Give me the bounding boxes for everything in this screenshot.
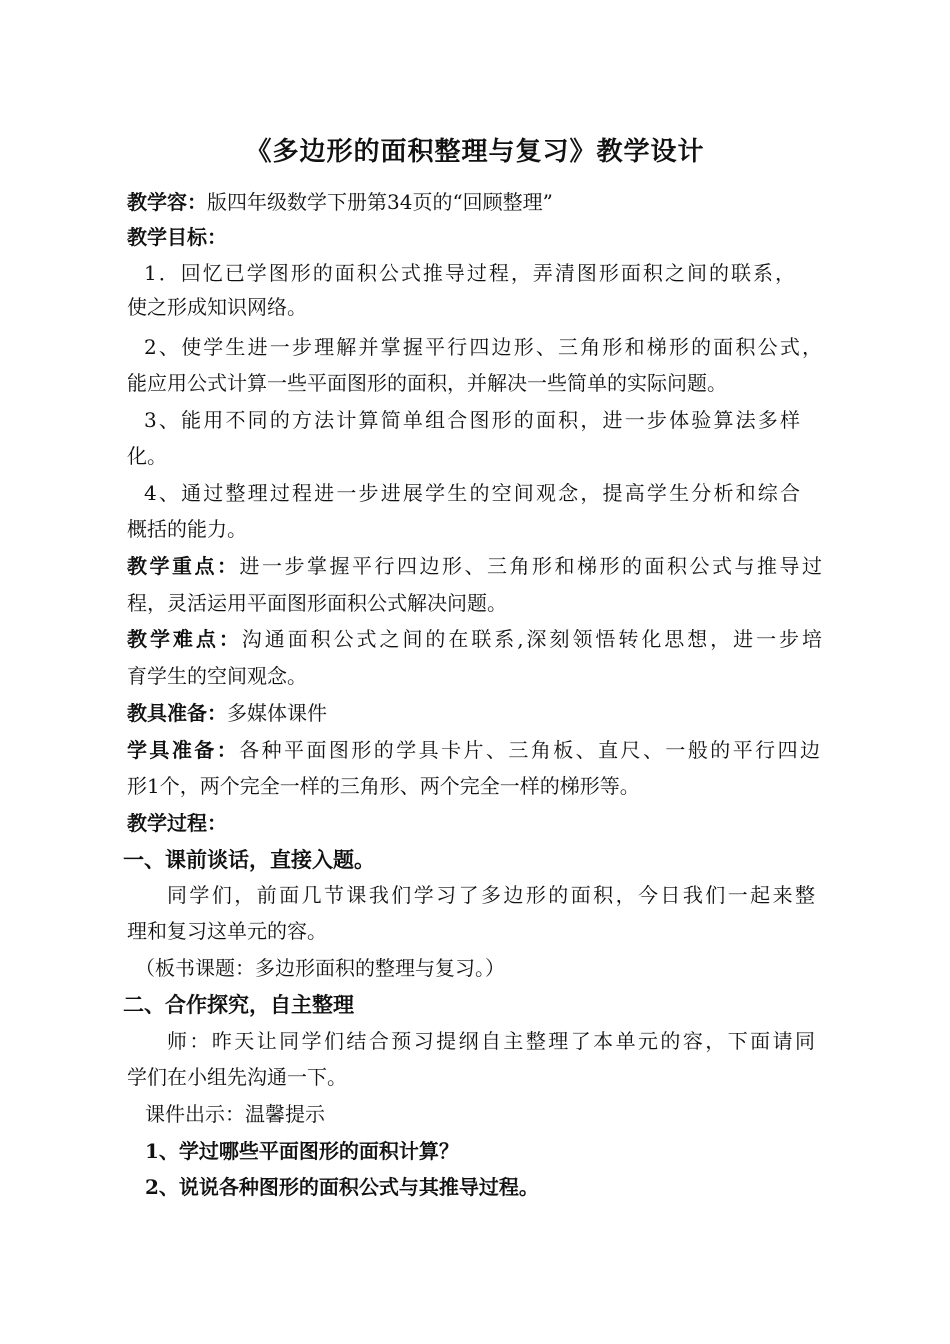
courseware-line: 课件出示：温馨提示 [145,1102,325,1126]
section2-para-line1: 师：昨天让同学们结合预习提纲自主整理了本单元的容，下面请同 [167,1029,815,1053]
objective-4-line1: 4、通过整理过程进一步进展学生的空间观念，提高学生分析和综合 [144,481,800,505]
student-tools-line1 [127,733,820,767]
question-2: 2、说说各种图形的面积公式与其推导过程。 [145,1175,539,1199]
objective-3-line1: 3、能用不同的方法计算简单组合图形的面积，进一步体验算法多样 [144,408,800,432]
question-1: 1、学过哪些平面图形的面积计算？ [145,1139,459,1163]
objectives-label: 教学目标： [127,225,227,249]
teacher-tools-line [127,696,827,730]
content-line [127,185,827,219]
difficulties-text: 沟通面积公式之间的在联系,深刻领悟转化思想，进一步培 [241,627,823,651]
objective-4-line2: 概括的能力。 [127,517,247,541]
content-label: 教学容： [127,190,207,214]
student-tools-line2: 形1个，两个完全一样的三角形、两个完全一样的梯形等。 [127,774,640,798]
section1-para-line2: 理和复习这单元的容。 [127,919,327,943]
section1-para-line1: 同学们，前面几节课我们学习了多边形的面积，今日我们一起来整 [167,883,815,907]
difficulties-label: 教学难点： [127,627,242,651]
teacher-tools-text: 多媒体课件 [227,701,327,725]
section1-heading: 一、课前谈话，直接入题。 [123,847,375,872]
content-text: 版四年级数学下册第34页的“回顾整理” [207,190,553,214]
student-tools-label: 学具准备： [127,738,240,762]
section2-heading: 二、合作探究，自主整理 [123,992,354,1017]
process-label: 教学过程： [127,811,227,835]
key-points-label: 教学重点： [127,554,240,578]
objective-1-line2: 使之形成知识网络。 [127,295,307,319]
key-points-line2: 程，灵活运用平面图形面积公式解决问题。 [127,591,507,615]
section1-note: （板书课题：多边形面积的整理与复习。） [135,956,505,980]
student-tools-text: 各种平面图形的学具卡片、三角板、直尺、一般的平行四边 [239,738,821,762]
objective-2-line1: 2、使学生进一步理解并掌握平行四边形、三角形和梯形的面积公式， [144,335,822,359]
objective-2-line2: 能应用公式计算一些平面图形的面积，并解决一些简单的实际问题。 [127,371,727,395]
difficulties-line1 [127,622,822,656]
difficulties-line2: 育学生的空间观念。 [127,664,307,688]
objective-1-line1: 1．回忆已学图形的面积公式推导过程，弄清图形面积之间的联系， [144,261,795,285]
key-points-text: 进一步掌握平行四边形、三角形和梯形的面积公式与推导过 [239,554,822,578]
document-title: 《多边形的面积整理与复习》教学设计 [245,137,705,167]
teacher-tools-label: 教具准备： [127,701,227,725]
objective-3-line2: 化。 [127,444,167,468]
key-points-line1 [127,549,822,583]
section2-para-line2: 学们在小组先沟通一下。 [127,1065,347,1089]
